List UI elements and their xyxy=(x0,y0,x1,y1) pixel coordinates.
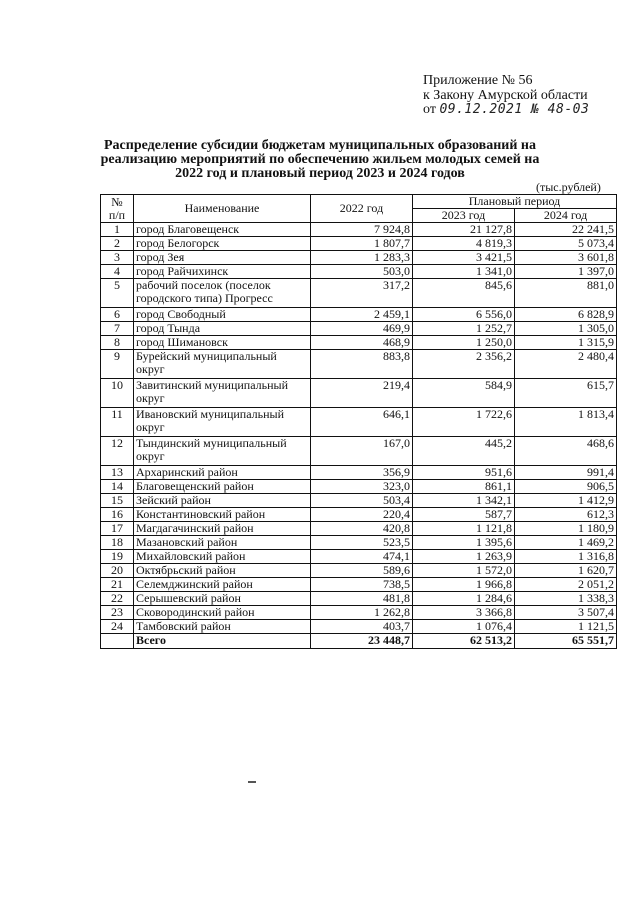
row-value-2024: 1 813,4 xyxy=(515,408,617,437)
table-body xyxy=(101,223,617,634)
row-name: город Шимановск xyxy=(134,336,311,350)
row-value-2024: 1 412,9 xyxy=(515,494,617,508)
row-number: 9 xyxy=(101,350,134,379)
table-row xyxy=(101,336,617,350)
row-number: 2 xyxy=(101,237,134,251)
row-value-2024: 22 241,5 xyxy=(515,223,617,237)
row-value-2022: 883,8 xyxy=(311,350,413,379)
row-name: Благовещенский район xyxy=(134,480,311,494)
row-value-2024: 1 121,5 xyxy=(515,620,617,634)
row-value-2022: 7 924,8 xyxy=(311,223,413,237)
row-number: 17 xyxy=(101,522,134,536)
row-value-2024: 881,0 xyxy=(515,279,617,308)
row-value-2023: 1 722,6 xyxy=(413,408,515,437)
row-value-2024: 3 507,4 xyxy=(515,606,617,620)
total-2022: 23 448,7 xyxy=(311,634,413,649)
row-number: 21 xyxy=(101,578,134,592)
title-line-1: Распределение субсидии бюджетам муниципальных образований на xyxy=(104,138,536,153)
handwritten-date-number: 09.12.2021 № 48-03 xyxy=(439,102,590,117)
header-2023: 2023 год xyxy=(413,209,515,223)
row-number: 23 xyxy=(101,606,134,620)
row-value-2023: 951,6 xyxy=(413,466,515,480)
row-value-2024: 3 601,8 xyxy=(515,251,617,265)
row-value-2024: 1 397,0 xyxy=(515,265,617,279)
table-row xyxy=(101,578,617,592)
row-value-2023: 1 966,8 xyxy=(413,578,515,592)
total-label: Всего xyxy=(134,634,311,649)
row-value-2024: 1 338,3 xyxy=(515,592,617,606)
row-name: Бурейский муниципальный округ xyxy=(134,350,311,379)
appendix-date-prefix: от xyxy=(423,102,436,117)
row-number: 19 xyxy=(101,550,134,564)
table-row xyxy=(101,522,617,536)
header-plan-period: Плановый период xyxy=(413,195,617,209)
row-value-2022: 646,1 xyxy=(311,408,413,437)
table-header xyxy=(101,195,617,223)
table-row xyxy=(101,494,617,508)
table-row xyxy=(101,606,617,620)
row-name: город Белогорск xyxy=(134,237,311,251)
row-name: Сковородинский район xyxy=(134,606,311,620)
row-number: 4 xyxy=(101,265,134,279)
row-value-2024: 6 828,9 xyxy=(515,308,617,322)
row-value-2024: 1 305,0 xyxy=(515,322,617,336)
row-value-2022: 420,8 xyxy=(311,522,413,536)
row-value-2023: 2 356,2 xyxy=(413,350,515,379)
row-number: 13 xyxy=(101,466,134,480)
header-number: № п/п xyxy=(101,195,134,223)
row-value-2023: 1 341,0 xyxy=(413,265,515,279)
table-row xyxy=(101,620,617,634)
title-line-2: реализацию мероприятий по обеспечению жильем молодых семей на xyxy=(100,152,540,167)
row-number: 18 xyxy=(101,536,134,550)
row-number: 8 xyxy=(101,336,134,350)
row-value-2023: 3 421,5 xyxy=(413,251,515,265)
row-value-2023: 584,9 xyxy=(413,379,515,408)
appendix-number: Приложение № 56 xyxy=(423,73,533,88)
row-name: Тамбовский район xyxy=(134,620,311,634)
row-value-2022: 220,4 xyxy=(311,508,413,522)
header-2022: 2022 год xyxy=(311,195,413,223)
row-value-2023: 4 819,3 xyxy=(413,237,515,251)
row-value-2022: 468,9 xyxy=(311,336,413,350)
row-number: 22 xyxy=(101,592,134,606)
table-row xyxy=(101,408,617,437)
appendix-law: к Закону Амурской области xyxy=(423,87,588,103)
row-number: 16 xyxy=(101,508,134,522)
table-row xyxy=(101,237,617,251)
row-number: 20 xyxy=(101,564,134,578)
row-value-2024: 1 620,7 xyxy=(515,564,617,578)
table-row xyxy=(101,379,617,408)
row-name: Ивановский муниципальный округ xyxy=(134,408,311,437)
table-row xyxy=(101,223,617,237)
row-value-2022: 403,7 xyxy=(311,620,413,634)
row-name: город Тында xyxy=(134,322,311,336)
table-row xyxy=(101,564,617,578)
table-row xyxy=(101,322,617,336)
header-2024: 2024 год xyxy=(515,209,617,223)
table-row xyxy=(101,265,617,279)
row-value-2024: 2 051,2 xyxy=(515,578,617,592)
row-number: 7 xyxy=(101,322,134,336)
row-name: город Райчихинск xyxy=(134,265,311,279)
row-value-2024: 2 480,4 xyxy=(515,350,617,379)
row-name: Селемджинский район xyxy=(134,578,311,592)
total-row xyxy=(101,634,617,649)
subsidy-table xyxy=(100,194,617,649)
row-value-2023: 1 121,8 xyxy=(413,522,515,536)
row-value-2022: 219,4 xyxy=(311,379,413,408)
units-label: (тыс.рублей) xyxy=(536,180,601,194)
title-line-3: 2022 год и плановый период 2023 и 2024 годов xyxy=(175,166,465,181)
row-value-2023: 1 250,0 xyxy=(413,336,515,350)
row-value-2023: 587,7 xyxy=(413,508,515,522)
row-value-2023: 861,1 xyxy=(413,480,515,494)
row-value-2023: 1 395,6 xyxy=(413,536,515,550)
row-number: 5 xyxy=(101,279,134,308)
row-number: 3 xyxy=(101,251,134,265)
row-name: Архаринский район xyxy=(134,466,311,480)
appendix-date-line xyxy=(423,103,589,118)
appendix-header xyxy=(423,74,589,118)
row-number: 15 xyxy=(101,494,134,508)
row-name: Октябрьский район xyxy=(134,564,311,578)
row-number: 1 xyxy=(101,223,134,237)
row-name: город Зея xyxy=(134,251,311,265)
row-value-2022: 469,9 xyxy=(311,322,413,336)
table-row xyxy=(101,350,617,379)
row-name: Магдагачинский район xyxy=(134,522,311,536)
row-value-2022: 167,0 xyxy=(311,437,413,466)
row-value-2023: 1 572,0 xyxy=(413,564,515,578)
row-value-2022: 503,0 xyxy=(311,265,413,279)
table-row xyxy=(101,466,617,480)
row-value-2022: 503,4 xyxy=(311,494,413,508)
row-value-2023: 1 263,9 xyxy=(413,550,515,564)
table-row xyxy=(101,308,617,322)
row-number: 10 xyxy=(101,379,134,408)
header-name: Наименование xyxy=(134,195,311,223)
row-value-2023: 1 076,4 xyxy=(413,620,515,634)
row-value-2024: 612,3 xyxy=(515,508,617,522)
table-row xyxy=(101,251,617,265)
table-row xyxy=(101,536,617,550)
row-value-2024: 1 315,9 xyxy=(515,336,617,350)
total-number-cell xyxy=(101,634,134,649)
scan-artifact xyxy=(248,781,256,783)
row-name: город Благовещенск xyxy=(134,223,311,237)
row-value-2022: 481,8 xyxy=(311,592,413,606)
row-name: город Свободный xyxy=(134,308,311,322)
row-value-2024: 615,7 xyxy=(515,379,617,408)
row-value-2023: 3 366,8 xyxy=(413,606,515,620)
row-value-2023: 1 342,1 xyxy=(413,494,515,508)
row-value-2022: 474,1 xyxy=(311,550,413,564)
row-number: 11 xyxy=(101,408,134,437)
table-row xyxy=(101,437,617,466)
row-name: Мазановский район xyxy=(134,536,311,550)
row-name: рабочий поселок (поселок городского типа) Прогресс xyxy=(134,279,311,308)
table-row xyxy=(101,592,617,606)
total-2024: 65 551,7 xyxy=(515,634,617,649)
row-value-2022: 1 283,3 xyxy=(311,251,413,265)
table-row xyxy=(101,279,617,308)
row-value-2023: 6 556,0 xyxy=(413,308,515,322)
row-name: Константиновский район xyxy=(134,508,311,522)
row-value-2024: 906,5 xyxy=(515,480,617,494)
row-value-2022: 1 262,8 xyxy=(311,606,413,620)
document-title xyxy=(100,139,540,181)
row-value-2024: 5 073,4 xyxy=(515,237,617,251)
table-row xyxy=(101,480,617,494)
row-name: Серышевский район xyxy=(134,592,311,606)
row-value-2024: 1 180,9 xyxy=(515,522,617,536)
row-number: 6 xyxy=(101,308,134,322)
row-value-2023: 1 284,6 xyxy=(413,592,515,606)
row-number: 14 xyxy=(101,480,134,494)
row-value-2022: 356,9 xyxy=(311,466,413,480)
row-value-2023: 445,2 xyxy=(413,437,515,466)
row-name: Михайловский район xyxy=(134,550,311,564)
table-row xyxy=(101,508,617,522)
row-value-2022: 589,6 xyxy=(311,564,413,578)
row-value-2023: 21 127,8 xyxy=(413,223,515,237)
row-name: Завитинский муниципальный округ xyxy=(134,379,311,408)
row-value-2024: 991,4 xyxy=(515,466,617,480)
row-value-2022: 523,5 xyxy=(311,536,413,550)
table-row xyxy=(101,550,617,564)
row-value-2022: 738,5 xyxy=(311,578,413,592)
row-value-2022: 317,2 xyxy=(311,279,413,308)
row-value-2023: 1 252,7 xyxy=(413,322,515,336)
row-value-2022: 2 459,1 xyxy=(311,308,413,322)
row-number: 24 xyxy=(101,620,134,634)
row-value-2022: 323,0 xyxy=(311,480,413,494)
row-number: 12 xyxy=(101,437,134,466)
row-name: Тындинский муниципальный округ xyxy=(134,437,311,466)
total-2023: 62 513,2 xyxy=(413,634,515,649)
row-value-2023: 845,6 xyxy=(413,279,515,308)
row-value-2024: 1 316,8 xyxy=(515,550,617,564)
row-value-2024: 1 469,2 xyxy=(515,536,617,550)
row-value-2022: 1 807,7 xyxy=(311,237,413,251)
row-name: Зейский район xyxy=(134,494,311,508)
row-value-2024: 468,6 xyxy=(515,437,617,466)
